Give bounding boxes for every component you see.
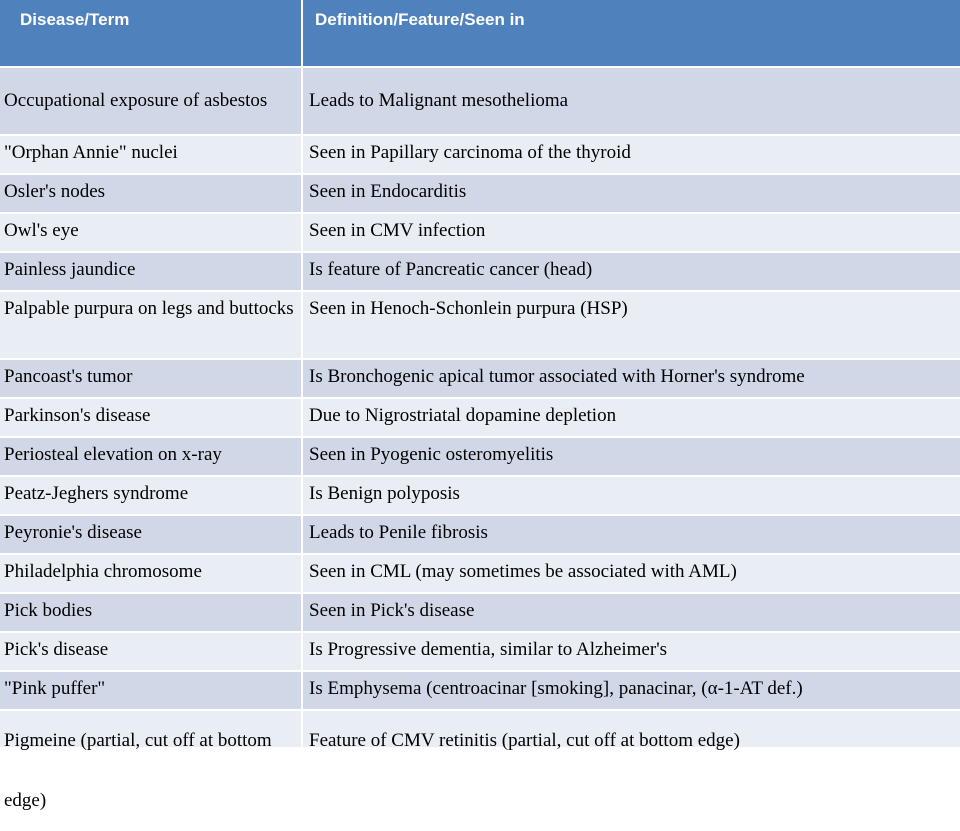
definition-cell: Is Progressive dementia, similar to Alzheimer's bbox=[309, 639, 668, 660]
term-cell: Painless jaundice bbox=[0, 253, 303, 290]
term-cell: Pancoast's tumor bbox=[0, 360, 303, 397]
term-cell: Osler's nodes bbox=[0, 175, 303, 212]
table-row-partial bbox=[0, 711, 960, 811]
term-cell: Parkinson's disease bbox=[0, 399, 303, 436]
definition-cell: Seen in CML (may sometimes be associated with AML) bbox=[309, 561, 737, 582]
definition-cell: Leads to Penile fibrosis bbox=[309, 522, 488, 543]
definition-cell: Seen in Endocarditis bbox=[309, 181, 467, 202]
table-row bbox=[0, 68, 960, 136]
definition-cell: Is Bronchogenic apical tumor associated with Horner's syndrome bbox=[309, 366, 805, 387]
definition-cell: Seen in Papillary carcinoma of the thyroid bbox=[309, 142, 631, 163]
definition-cell: Is Emphysema (centroacinar [smoking], panacinar, (α-1-AT def.) bbox=[309, 678, 803, 699]
term-cell: Pick's disease bbox=[0, 633, 303, 670]
term-cell: Owl's eye bbox=[0, 214, 303, 251]
table-row bbox=[0, 175, 960, 214]
term-text: Occupational exposure of asbestos bbox=[4, 90, 268, 111]
term-cell: Peatz-Jeghers syndrome bbox=[0, 477, 303, 514]
table-row bbox=[0, 399, 960, 438]
term-cell: Pick bodies bbox=[0, 594, 303, 631]
table-header bbox=[0, 0, 960, 68]
term-cell: Palpable purpura on legs and buttocks bbox=[0, 292, 303, 358]
term-cell: Philadelphia chromosome bbox=[0, 555, 303, 592]
definition-cell: Is Benign polyposis bbox=[309, 483, 460, 504]
term-cell: Periosteal elevation on x-ray bbox=[0, 438, 303, 475]
definition-cell bbox=[303, 711, 960, 751]
definition-cell: Seen in Pick's disease bbox=[309, 600, 475, 621]
term-cell: "Pink puffer" bbox=[0, 672, 303, 709]
header-disease-term: Disease/Term bbox=[0, 0, 303, 66]
table-row bbox=[0, 214, 960, 253]
definition-cell: Due to Nigrostriatal dopamine depletion bbox=[309, 405, 617, 426]
table-row bbox=[0, 594, 960, 633]
table-row bbox=[0, 136, 960, 175]
table-row bbox=[0, 672, 960, 711]
table-row bbox=[0, 253, 960, 292]
header-definition: Definition/Feature/Seen in bbox=[315, 10, 525, 29]
definition-cell: Seen in Pyogenic osteromyelitis bbox=[309, 444, 554, 465]
partial-term-text: Pigmeine (partial, cut off at bottom edge) bbox=[4, 730, 272, 811]
definition-cell: Seen in CMV infection bbox=[309, 220, 486, 241]
definition-cell: Leads to Malignant mesothelioma bbox=[309, 90, 569, 111]
table-row bbox=[0, 292, 960, 360]
table-row bbox=[0, 555, 960, 594]
table-row bbox=[0, 516, 960, 555]
partial-definition-text: Feature of CMV retinitis (partial, cut off at bottom edge) bbox=[309, 730, 740, 751]
table-row bbox=[0, 633, 960, 672]
term-cell bbox=[0, 68, 303, 134]
term-cell: "Orphan Annie" nuclei bbox=[0, 136, 303, 173]
table-row bbox=[0, 477, 960, 516]
table-row bbox=[0, 360, 960, 399]
term-cell bbox=[0, 711, 303, 811]
definition-cell: Seen in Henoch-Schonlein purpura (HSP) bbox=[309, 298, 628, 319]
term-cell: Peyronie's disease bbox=[0, 516, 303, 553]
table-row bbox=[0, 438, 960, 477]
definition-cell: Is feature of Pancreatic cancer (head) bbox=[309, 259, 593, 280]
